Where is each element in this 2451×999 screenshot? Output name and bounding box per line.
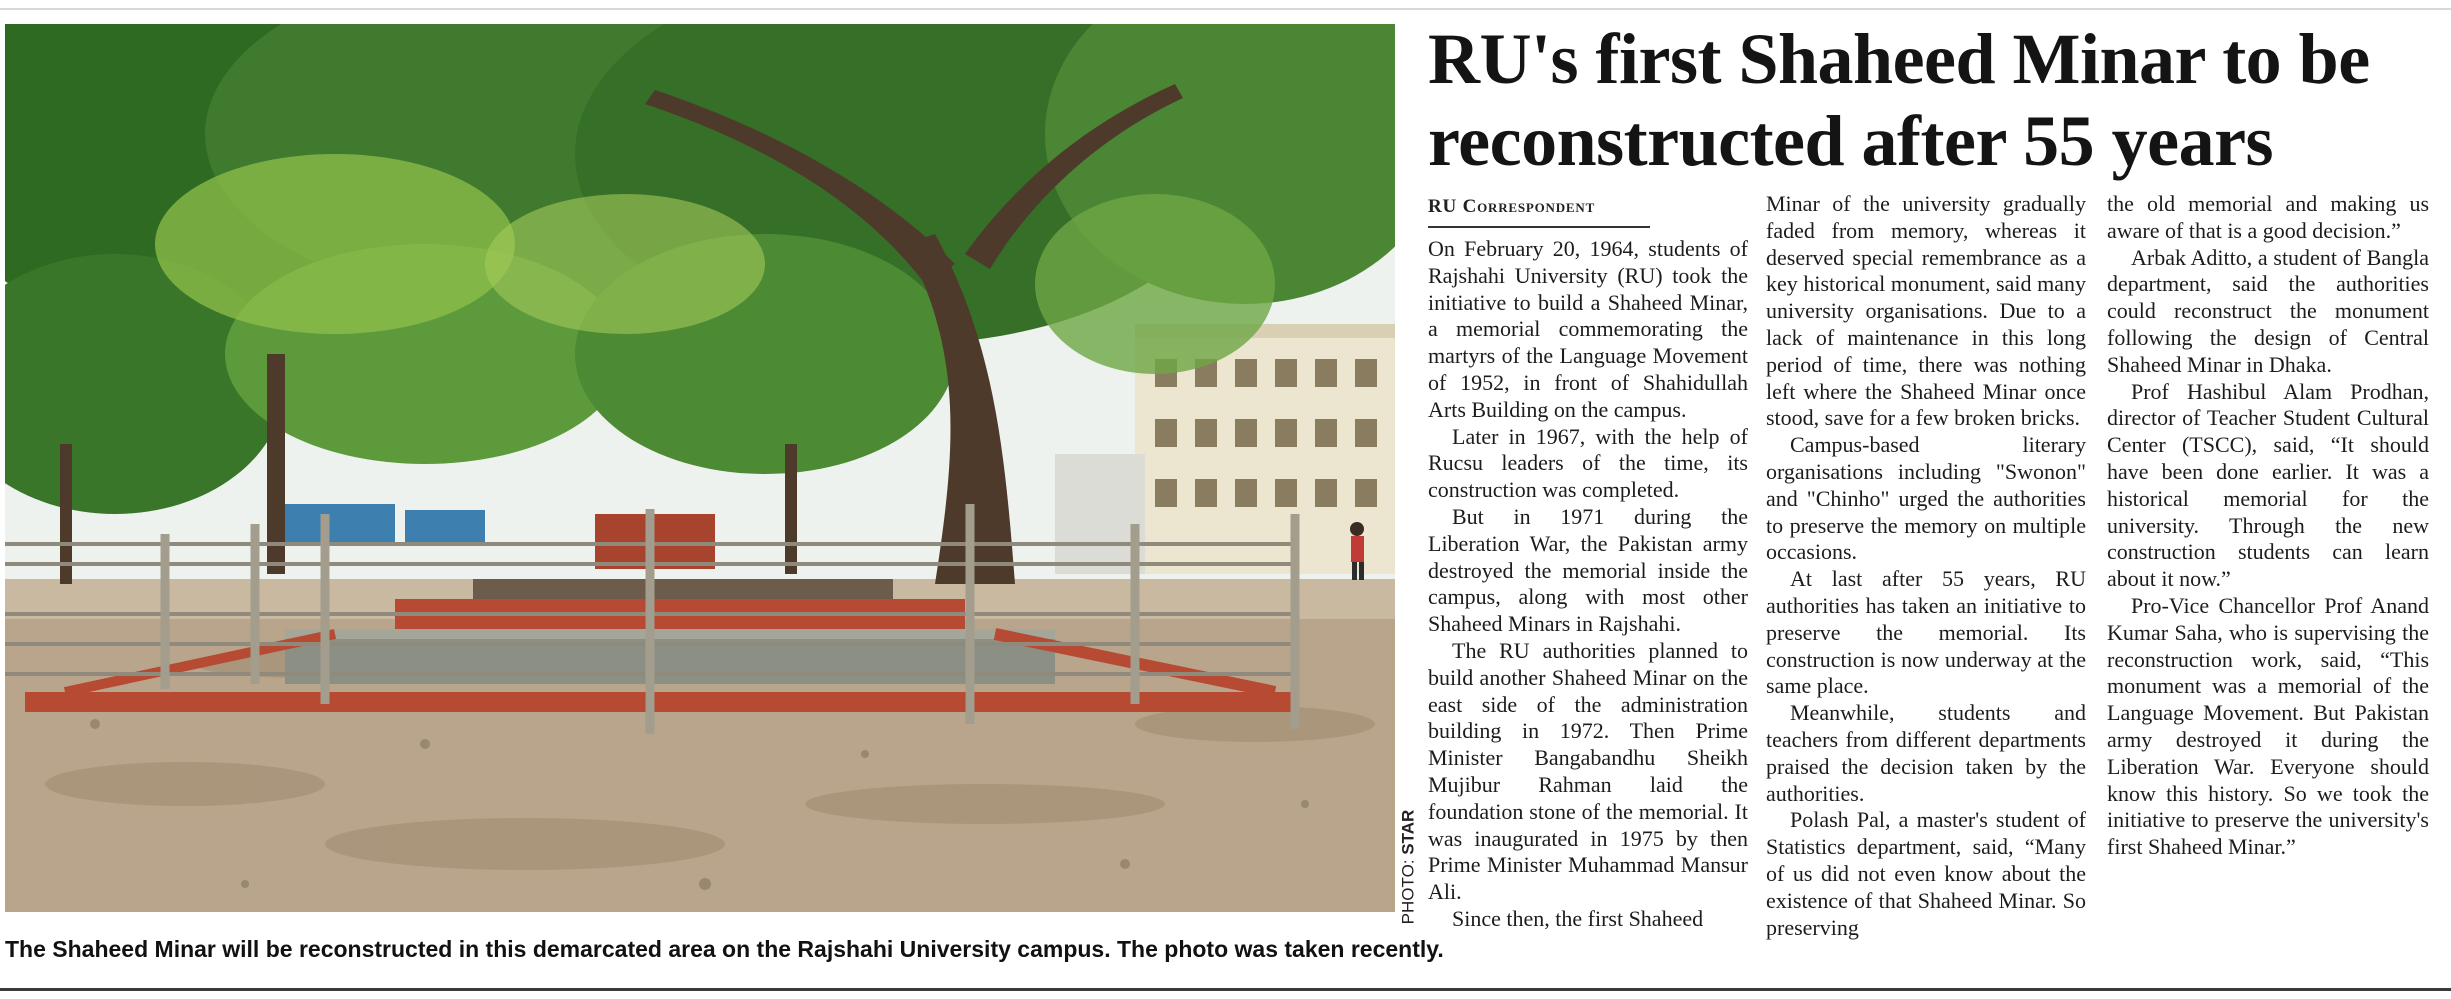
paragraph: Minar of the university gradually faded from memory, whereas it deserved special remembrance as a key historical monument, said many university organisations. Due to a lack of maintenance in this long period of time, there was nothing left where the Shaheed Minar once stood, save for a few broken bricks. — [1766, 191, 2086, 431]
person — [1350, 522, 1364, 580]
byline-text: RU Correspondent — [1428, 196, 1596, 217]
paragraph: On February 20, 1964, students of Rajshahi University (RU) took the initiative to build a Shaheed Minar, a memorial commemorating the martyrs of the Language Movement of 1952, in front of Shahidullah Arts Building on the campus. — [1428, 236, 1748, 422]
article-column-2 — [1766, 191, 2086, 941]
bottom-rule — [0, 988, 2451, 991]
paragraph: the old memorial and making us aware of that is a good decision.” — [2107, 191, 2429, 243]
byline-rule — [1428, 226, 1650, 228]
article-column-1 — [1428, 236, 1748, 933]
background-tents — [285, 504, 485, 544]
paragraph: The RU authorities planned to build another Shaheed Minar on the east side of the administration building in 1972. Then Prime Minister Bangabandhu Sheikh Mujibur Rahman laid the foundation stone of the memorial. It was inaugurated in 1975 by then Prime Minister Muhammad Mansur Ali. — [1428, 637, 1748, 905]
headline — [1428, 18, 2443, 182]
paragraph: Polash Pal, a master's student of Statistics department, said, “Many of us did not even know about the existence of that Shaheed Minar. So preserving — [1766, 807, 2086, 940]
paragraph: Prof Hashibul Alam Prodhan, director of Teacher Student Cultural Center (TSCC), said, “It should have been done earlier. It was a historical memorial for the university. Through the new construction students can learn about it now.” — [2107, 378, 2429, 592]
headline-line-1: RU's first Shaheed Minar to be — [1428, 19, 2370, 99]
byline — [1428, 196, 1650, 218]
news-photo — [5, 24, 1395, 912]
paragraph: Later in 1967, with the help of Rucsu leaders of the time, its construction was completed. — [1428, 423, 1748, 503]
top-rule — [0, 8, 2451, 10]
photo-credit-source: STAR — [1398, 809, 1417, 855]
photo-credit-label: PHOTO: — [1398, 859, 1417, 925]
headline-line-2: reconstructed after 55 years — [1428, 101, 2274, 181]
photo-caption: The Shaheed Minar will be reconstructed in this demarcated area on the Rajshahi University campus. The photo was taken recently. — [5, 936, 1444, 962]
paragraph: Meanwhile, students and teachers from different departments praised the decision taken by the authorities. — [1766, 700, 2086, 806]
shaheed-minar-site-illustration — [5, 24, 1395, 912]
paragraph: Pro-Vice Chancellor Prof Anand Kumar Saha, who is supervising the reconstruction work, said, “This monument was a memorial of the Language Movement. But Pakistan army destroyed it during the Liberation War. Everyone should know this history. So we took the initiative to preserve the university's first Shaheed Minar.” — [2107, 592, 2429, 860]
paragraph: But in 1971 during the Liberation War, the Pakistan army destroyed the memorial inside the campus, along with most other Shaheed Minars in Rajshahi. — [1428, 503, 1748, 637]
paragraph: Since then, the first Shaheed — [1452, 905, 1704, 931]
paragraph: At last after 55 years, RU authorities has taken an initiative to preserve the memorial. Its construction is now underway at the same place. — [1766, 566, 2086, 699]
photo-credit — [1393, 809, 1423, 925]
article-column-3 — [2107, 191, 2429, 861]
paragraph: Arbak Aditto, a student of Bangla department, said the authorities could reconstruct the monument following the design of Central Shaheed Minar in Dhaka. — [2107, 244, 2429, 377]
paragraph: Campus-based literary organisations including "Swonon" and "Chinho" urged the authorities to preserve the memory on multiple occasions. — [1766, 432, 2086, 565]
